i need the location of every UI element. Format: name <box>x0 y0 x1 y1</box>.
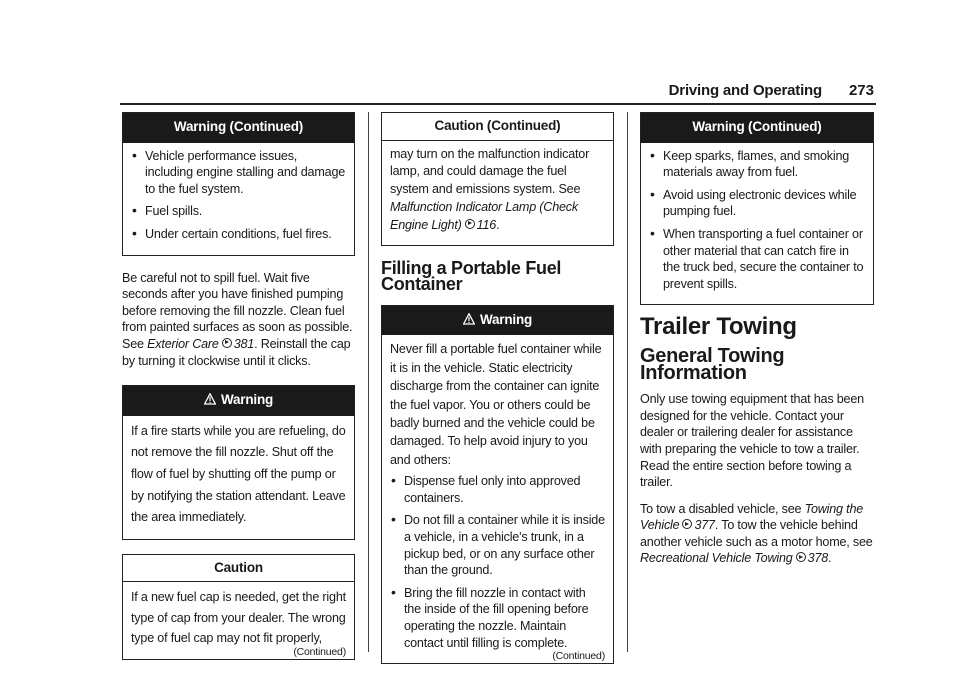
page-ref-icon <box>465 219 475 229</box>
towing-reference-paragraph: To tow a disabled vehicle, see Towing the Vehicle 377. To tow the vehicle behind another vehicle such as a motor home, see Recreational Vehicle Towing 378. <box>640 501 873 566</box>
warning-bullet-list <box>131 148 346 243</box>
section-heading: Filling a Portable Fuel Container <box>381 257 562 295</box>
caution-continued-title: Caution (Continued) <box>382 113 613 141</box>
page-ref-icon <box>796 552 806 562</box>
warning-triangle-icon <box>463 313 475 325</box>
caution-box <box>122 554 355 660</box>
section-heading: General Towing Information <box>640 344 785 384</box>
column-2 <box>381 112 614 678</box>
list-item: • When transporting a fuel container or other material that can catch fire in the truck bed, secure the container to prevent spills. <box>649 226 865 292</box>
warning-bullet-list <box>649 148 865 293</box>
list-item: • Fuel spills. <box>131 203 346 220</box>
caution-continued-text: may turn on the malfunction indicator lamp, and could damage the fuel system and emissions system. See Malfunction Indicator Lamp (Check Engine Light) 116. <box>390 146 590 232</box>
warning-continued-box <box>640 112 874 305</box>
page-number: 273 <box>848 82 874 99</box>
caution-text: If a new fuel cap is needed, get the right type of cap from your dealer. The wrong type of fuel cap may not fit properly, <box>131 590 346 646</box>
column-1 <box>122 112 355 674</box>
header-rule <box>120 103 876 105</box>
warning-bullet-list <box>390 473 605 651</box>
malfunction-lamp-link[interactable]: Malfunction Indicator Lamp (Check Engine Light) <box>390 199 578 232</box>
caution-continued-box <box>381 112 614 246</box>
warning-triangle-icon <box>204 393 216 405</box>
warning-continued-title: Warning (Continued) <box>641 113 873 143</box>
column-divider <box>368 112 369 652</box>
page-header <box>120 82 876 102</box>
list-item: • Vehicle performance issues, including engine stalling and damage to the fuel system. <box>131 148 346 198</box>
warning-title: Warning <box>382 306 613 336</box>
exterior-care-link[interactable]: Exterior Care <box>147 336 219 351</box>
continued-label: (Continued) <box>552 650 605 663</box>
page-ref-icon <box>682 519 692 529</box>
page-ref[interactable]: 378 <box>807 551 829 566</box>
rv-towing-link[interactable]: Recreational Vehicle Towing <box>640 551 793 566</box>
list-item: • Do not fill a container while it is inside a vehicle, in a vehicle's trunk, in a pickup bed, or on any surface other than the ground. <box>390 512 605 578</box>
list-item: • Under certain conditions, fuel fires. <box>131 226 346 243</box>
warning-box <box>122 385 355 540</box>
caution-title: Caution <box>123 555 354 583</box>
warning-text: Never fill a portable fuel container while it is in the vehicle. Static electricity discharge from the container can ignite the fuel vapor. You or others could be badly burned and the vehicle could be damaged. To help avoid injury to you and others: <box>390 342 602 467</box>
warning-title: Warning <box>123 386 354 416</box>
list-item: • Bring the fill nozzle in contact with the inside of the fill opening before operating the nozzle. Maintain contact until filling is complete. <box>390 585 605 651</box>
list-item: • Avoid using electronic devices while pumping fuel. <box>649 187 865 220</box>
towing-vehicle-link[interactable]: Towing the Vehicle <box>640 501 864 533</box>
page-ref[interactable]: 116 <box>476 217 497 232</box>
warning-continued-box <box>122 112 355 256</box>
list-item: • Dispense fuel only into approved containers. <box>390 473 605 506</box>
page-ref[interactable]: 381 <box>233 336 255 351</box>
page-ref-icon <box>222 338 232 348</box>
section-title: Driving and Operating <box>668 82 822 99</box>
refuel-paragraph: Be careful not to spill fuel. Wait five seconds after you have finished pumping before removing the fill nozzle. Clean fuel from painted surfaces as soon as possible. See Exterior Care 381. Reinstall the cap by turning it clockwise until it clicks. <box>122 270 353 368</box>
column-divider <box>627 112 628 652</box>
list-item: • Keep sparks, flames, and smoking materials away from fuel. <box>649 148 865 181</box>
warning-text: If a fire starts while you are refueling, do not remove the fill nozzle. Shut off the flow of fuel by shutting off the pump or by notifying the station attendant. Leave the area immediately. <box>131 423 346 525</box>
chapter-heading: Trailer Towing <box>640 313 797 341</box>
towing-intro-paragraph: Only use towing equipment that has been designed for the vehicle. Contact your dealer or trailering dealer for assistance with preparing the vehicle to tow a trailer. Read the entire section before towing a trailer. <box>640 392 864 490</box>
column-3 <box>640 112 874 577</box>
warning-box <box>381 305 614 664</box>
warning-continued-title: Warning (Continued) <box>123 113 354 143</box>
continued-label: (Continued) <box>293 645 346 658</box>
page-ref[interactable]: 377 <box>694 518 715 533</box>
